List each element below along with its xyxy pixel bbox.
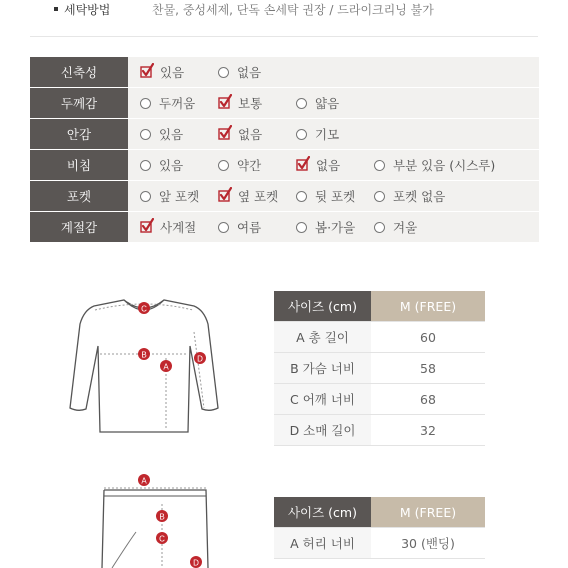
option[interactable] [140,119,183,149]
bottom-size-table [274,497,485,559]
option-label: 뒷 포켓 [315,189,356,204]
option-label: 여름 [237,220,262,235]
size-value: 32 [371,415,485,445]
option[interactable] [296,212,355,242]
attribute-label: 계절감 [30,212,128,242]
svg-text:A: A [141,476,147,486]
marker-c [138,302,150,314]
size-label: A 허리 너비 [274,528,371,558]
option[interactable] [296,119,339,149]
top-size-table [274,291,485,446]
option-label: 부분 있음 (시스루) [393,158,496,173]
checkmark-icon [296,156,310,170]
option[interactable] [218,212,261,242]
radio-circle-icon [296,98,307,109]
option-label: 기모 [315,127,340,142]
option-label: 약간 [237,158,262,173]
size-value: 30 (밴딩) [371,528,485,558]
attribute-options [128,181,539,211]
attribute-options [128,150,539,180]
option-label: 있음 [160,65,185,80]
attribute-row [30,119,539,150]
size-header-label: 사이즈 (cm) [274,291,371,321]
marker-a-bottom [138,474,150,486]
radio-circle-icon [296,222,307,233]
attribute-row [30,212,539,243]
size-header-label: 사이즈 (cm) [274,497,371,527]
marker-d-bottom [190,556,202,568]
attribute-label: 두께감 [30,88,128,118]
marker-c-bottom [156,532,168,544]
size-row [274,415,485,446]
size-row [274,528,485,559]
option[interactable] [140,150,183,180]
option-label: 없음 [316,158,341,173]
option[interactable] [218,57,261,87]
radio-circle-icon [296,191,307,202]
checkmark-icon [218,187,232,201]
option[interactable] [218,88,262,118]
pants-outline [102,490,208,568]
attribute-row [30,150,539,181]
option[interactable] [296,88,339,118]
size-value: 58 [371,353,485,383]
radio-circle-icon [374,222,385,233]
option-label: 얇음 [315,96,340,111]
bullet-icon [54,7,58,11]
radio-circle-icon [140,98,151,109]
marker-d [194,352,206,364]
option[interactable] [374,212,417,242]
option[interactable] [140,57,184,87]
size-header-row [274,497,485,528]
attribute-label: 안감 [30,119,128,149]
svg-text:A: A [163,362,169,372]
marker-b [138,348,150,360]
attribute-label: 비침 [30,150,128,180]
size-label: C 어깨 너비 [274,384,371,414]
attribute-row [30,88,539,119]
checkmark-icon [140,63,154,77]
marker-b-bottom [156,510,168,522]
radio-circle-icon [140,160,151,171]
svg-text:B: B [141,350,147,360]
size-row [274,384,485,415]
size-header-row [274,291,485,322]
option-label: 옆 포켓 [238,189,279,204]
attribute-table [30,57,539,243]
size-row [274,322,485,353]
radio-circle-icon [218,222,229,233]
svg-text:D: D [193,558,199,568]
radio-circle-icon [296,129,307,140]
size-header-value: M (FREE) [371,497,485,527]
option[interactable] [140,212,196,242]
radio-circle-icon [374,160,385,171]
option-label: 없음 [238,127,263,142]
attribute-options [128,119,539,149]
top-garment-diagram [62,296,232,436]
svg-text:B: B [159,512,165,522]
care-text: 찬물, 중성세제, 단독 손세탁 권장 / 드라이크리닝 불가 [152,2,434,17]
attribute-row [30,57,539,88]
size-row [274,353,485,384]
option[interactable] [218,181,278,211]
option-label: 포켓 없음 [393,189,446,204]
attribute-row [30,181,539,212]
size-label: D 소매 길이 [274,415,371,445]
checkmark-icon [218,94,232,108]
option[interactable] [296,181,355,211]
option-label: 없음 [237,65,262,80]
attribute-options [128,57,539,87]
bottom-garment-diagram [90,470,220,568]
option-label: 사계절 [160,220,197,235]
pocket-line [112,532,136,568]
option-label: 봄·가을 [315,220,356,235]
option[interactable] [296,150,340,180]
option-label: 있음 [159,158,184,173]
option-label: 앞 포켓 [159,189,200,204]
svg-text:C: C [141,304,147,314]
svg-text:D: D [197,354,203,364]
marker-a [160,360,172,372]
option-label: 두꺼움 [159,96,196,111]
care-section [54,0,434,18]
size-value: 68 [371,384,485,414]
attribute-label: 신축성 [30,57,128,87]
checkmark-icon [140,218,154,232]
option-label: 있음 [159,127,184,142]
checkmark-icon [218,125,232,139]
radio-circle-icon [140,129,151,140]
attribute-options [128,212,539,242]
option[interactable] [218,119,262,149]
svg-text:C: C [159,534,165,544]
size-header-value: M (FREE) [371,291,485,321]
option[interactable] [218,150,261,180]
attribute-label: 포켓 [30,181,128,211]
top-outline [70,300,218,432]
size-value: 60 [371,322,485,352]
care-label: 세탁방법 [64,2,111,17]
option[interactable] [374,150,495,180]
size-label: B 가슴 너비 [274,353,371,383]
radio-circle-icon [374,191,385,202]
radio-circle-icon [140,191,151,202]
option[interactable] [140,181,199,211]
radio-circle-icon [218,160,229,171]
size-label: A 총 길이 [274,322,371,352]
radio-circle-icon [218,67,229,78]
option-label: 겨울 [393,220,418,235]
option[interactable] [140,88,195,118]
divider [30,36,538,37]
option-label: 보통 [238,96,263,111]
attribute-options [128,88,539,118]
option[interactable] [374,181,445,211]
